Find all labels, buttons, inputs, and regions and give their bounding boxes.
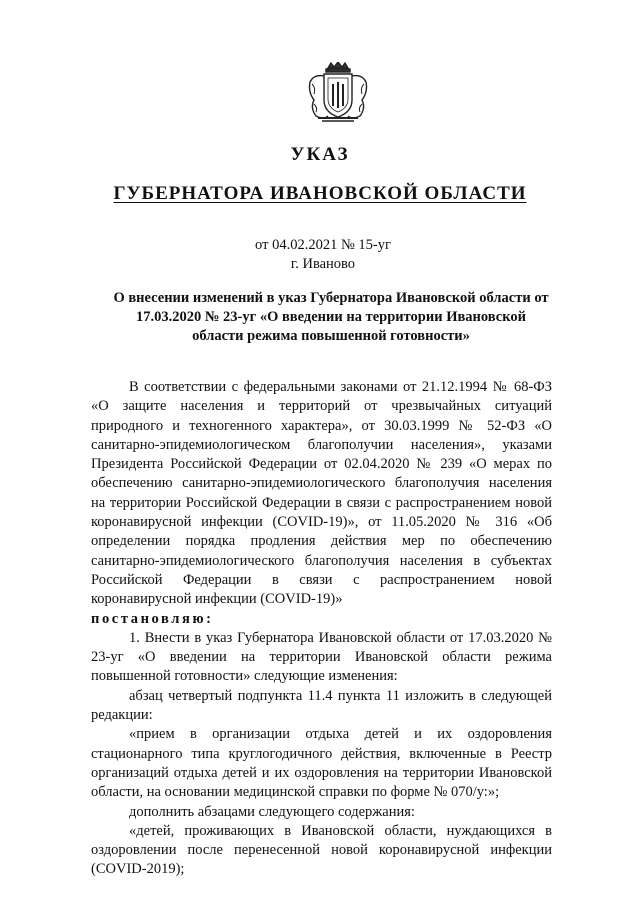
document-subtitle: ГУБЕРНАТОРА ИВАНОВСКОЙ ОБЛАСТИ — [113, 183, 527, 204]
preamble-paragraph — [91, 378, 552, 610]
paragraph-item-3: «прием в организации отдыха детей и их оздоровления стационарного типа круглогодичного действия, включенные в Реестр организаций отдыха детей и их оздоровления на территории Ивановской области, на основании медицинской справки по форме № 070/у:»; — [91, 726, 552, 801]
decree-word: постановляю: — [91, 610, 214, 627]
coat-of-arms-emblem-icon — [304, 62, 372, 124]
paragraph-item-4: дополнить абзацами следующего содержания: — [129, 803, 415, 820]
paragraph-item-2: абзац четвертый подпункта 11.4 пункта 11 изложить в следующей редакции: — [91, 687, 552, 724]
decree-body — [91, 378, 552, 880]
date-number-line: от 04.02.2021 № 15-уг — [255, 237, 391, 253]
decree-word-line — [91, 610, 552, 629]
city-line: г. Иваново — [290, 256, 356, 272]
paragraph-item-5: «детей, проживающих в Ивановской области, нуждающихся в оздоровлении после перенесенной новой коронавирусной инфекции (COVID-2019); — [91, 822, 552, 878]
decree-heading: О внесении изменений в указ Губернатора Ивановской области от 17.03.2020 № 23-уг «О введении на территории Ивановской области режима повышенной готовности» — [113, 290, 549, 344]
preamble-text: В соответствии с федеральными законами от 21.12.1994 № 68-ФЗ «О защите населения и территорий от чрезвычайных ситуаций природного и техногенного характера», от 30.03.1999 № 52-ФЗ «О санитарно-эпидемиологическом благополучии населения», указами Президента Российской Федерации от 02.04.2020 № 239 «О мерах по обеспечению санитарно-эпидемиологического благополучия населения на территории Российской Федерации в связи с распространением новой коронавирусной инфекции (COVID-19)», от 11.05.2020 № 316 «Об определении порядка продления действия мер по обеспечению санитарно-эпидемиологического благополучия населения в субъектах Российской Федерации в связи с распространением новой коронавирусной инфекции (COVID-19)» — [91, 379, 552, 608]
document-title: УКАЗ — [290, 144, 350, 165]
paragraph-item-1: 1. Внести в указ Губернатора Ивановской области от 17.03.2020 № 23-уг «О введении на территории Ивановской области режима повышенной готовности» следующие изменения: — [91, 629, 552, 685]
